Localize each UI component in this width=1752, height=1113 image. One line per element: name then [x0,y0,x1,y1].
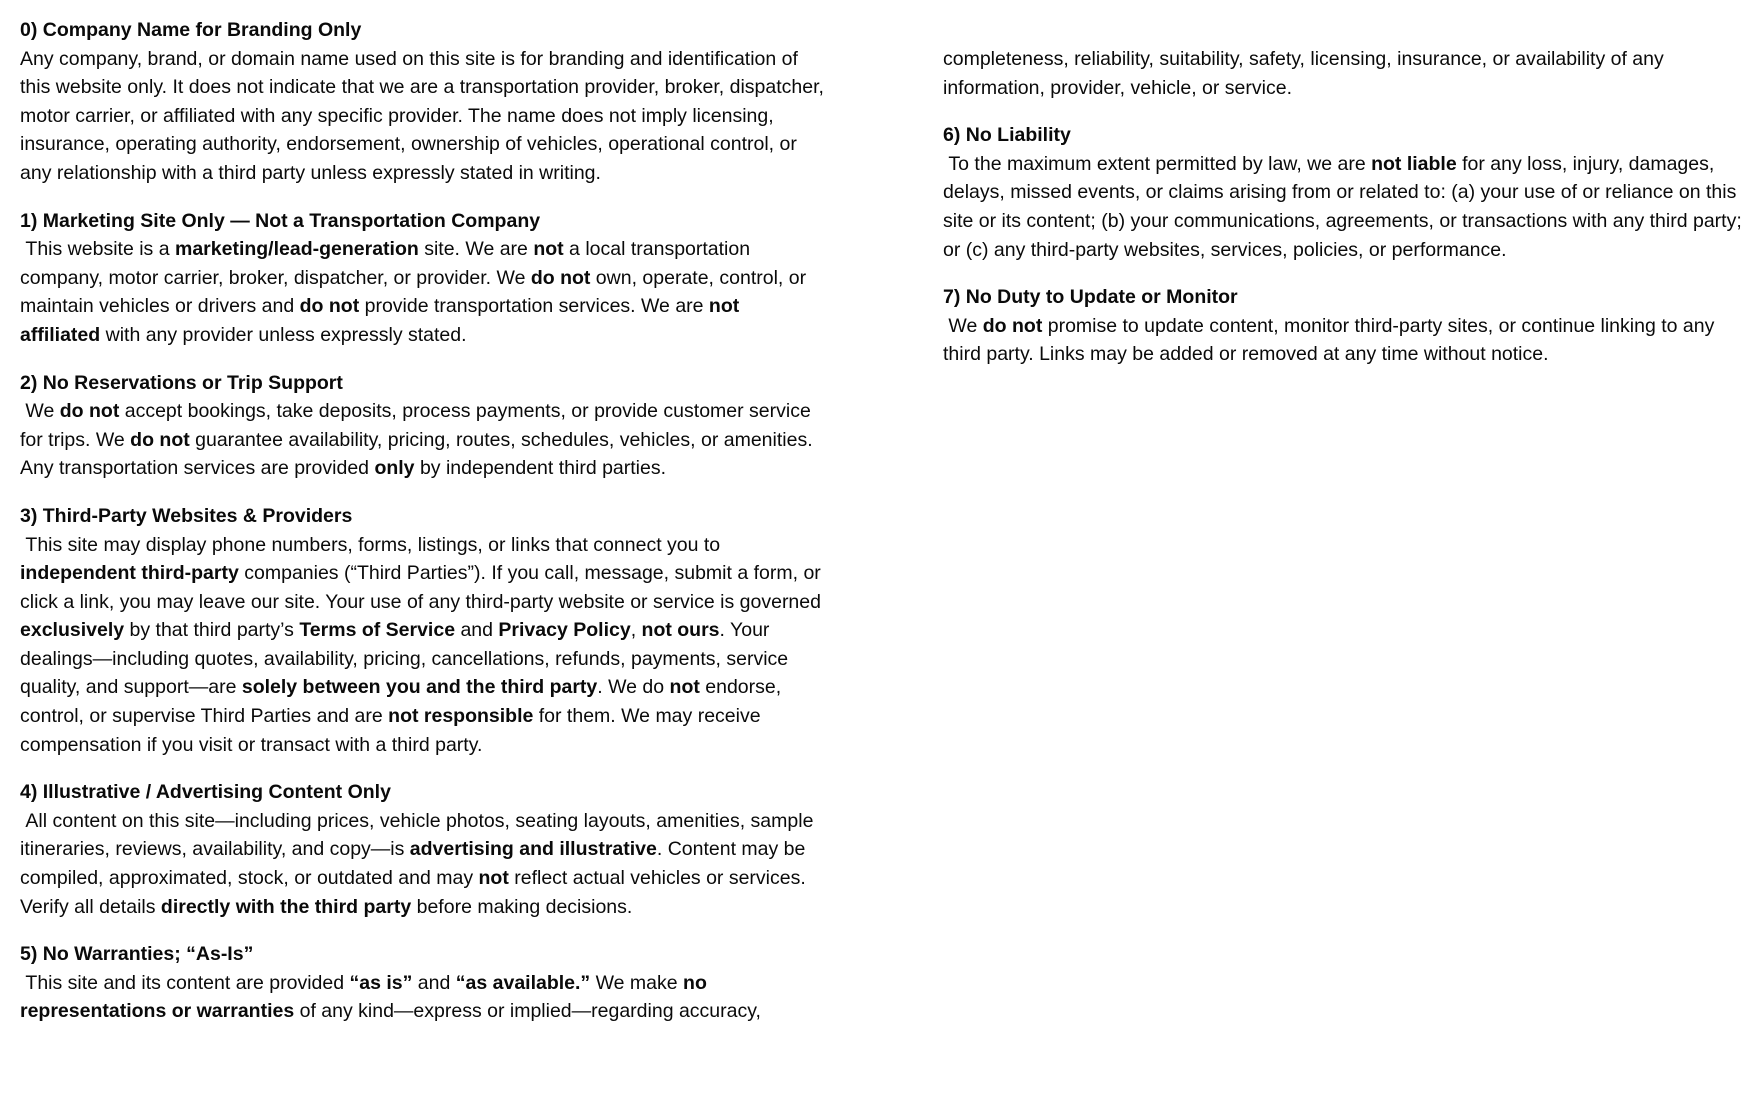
text-run: endorse, control, or supervise Third Parties and are [20,676,787,728]
bold-text-run: not affiliated [20,295,745,346]
bold-text-run: “as available.” [455,971,591,994]
bold-text-run: advertising and illustrative [409,838,657,861]
text-run: before making decisions. [411,895,633,918]
section-body-paragraph [943,150,1747,264]
bold-text-run: do not [982,314,1043,337]
text-run: promise to update content, monitor third-party sites, or continue linking to any third party. Links may be added or removed at any time without notice. [943,314,1720,366]
bold-text-run: not [478,867,509,890]
text-run: own, operate, control, or maintain vehicles or drivers and [20,266,812,318]
section-body-paragraph [20,235,824,349]
section-body-paragraph [20,531,827,760]
section-body-paragraph [943,312,1747,369]
text-run: We [943,314,983,337]
disclaimer-section [943,121,1747,264]
disclaimer-section [943,45,1747,102]
text-run: We make [590,971,684,994]
section-heading: 5) No Warranties; “As-Is” [20,943,254,966]
text-run: This website is a [20,238,175,261]
bold-text-run: do not [59,400,120,423]
section-heading: 1) Marketing Site Only — Not a Transportation Company [20,209,541,232]
text-run: with any provider unless expressly stated. [100,323,467,346]
text-run: and [455,619,499,642]
text-run: This site and its content are provided [20,971,350,994]
bold-text-run: exclusively [20,619,125,642]
bold-text-run: solely between you and the third party [241,676,598,699]
bold-text-run: not ours [641,619,720,642]
bold-text-run: Terms of Service [299,619,456,642]
bold-text-run: “as is” [349,971,413,994]
section-heading: 4) Illustrative / Advertising Content Only [20,781,391,804]
disclaimer-section [20,369,824,483]
text-run: accept bookings, take deposits, process payments, or provide customer service for trips. We [20,400,817,451]
bold-text-run: do not [530,266,591,289]
text-run: site. We are [418,238,534,261]
bold-text-run: not liable [1371,152,1457,175]
text-run: companies (“Third Parties”). If you call, message, submit a form, or click a link, you may leave our site. Your use of any third-party website or service is governed [20,562,827,613]
text-run: . Your dealings—including quotes, availability, pricing, cancellations, refunds, payments, service quality, and support—are [20,619,794,699]
disclaimer-section [20,778,824,921]
section-body-paragraph [20,969,824,1026]
bold-text-run: not responsible [388,705,534,728]
text-run: completeness, reliability, suitability, safety, licensing, insurance, or availability of any information, provider, vehicle, or service. [943,48,1670,99]
text-run: and [412,971,456,994]
bold-text-run: marketing/lead-generation [174,238,419,261]
text-run: by that third party’s [124,619,300,642]
bold-text-run: not [669,676,700,699]
text-run: of any kind—express or implied—regarding accuracy, [294,1000,761,1023]
disclaimer-section [20,16,830,188]
section-body-paragraph [20,45,830,188]
bold-text-run: only [374,457,415,480]
section-heading: 7) No Duty to Update or Monitor [943,286,1238,309]
text-run: This site may display phone numbers, forms, listings, or links that connect you to [20,533,726,556]
right-text-column [943,16,1747,1113]
section-heading: 2) No Reservations or Trip Support [20,371,343,394]
bold-text-run: do not [299,295,360,318]
text-run: guarantee availability, pricing, routes, schedules, vehicles, or amenities. Any transportation services are provided [20,428,817,480]
text-run: for any loss, injury, damages, delays, missed events, or claims arising from or related to: (a) your use of or reliance on this site or its content; (b) your communications, agreements, or transactions with any third party; or (c) any third-party websites, services, policies, or performance. [943,152,1748,261]
disclaimer-section [20,502,827,759]
text-run: . Content may be compiled, approximated, stock, or outdated and may [20,838,811,890]
text-run: . We do [597,676,670,699]
bold-text-run: Privacy Policy [498,619,631,642]
text-run: Any company, brand, or domain name used on this site is for branding and identification of this website only. It does not indicate that we are a transportation provider, broker, dispatcher, motor carrier, or affiliated with any specific provider. The name does not imply licensing, insurance, operating authority, endorsement, ownership of vehicles, operational control, or any relationship with a third party unless expressly stated in writing. [20,47,830,184]
disclaimer-section [943,283,1747,369]
section-heading: 6) No Liability [943,124,1071,147]
section-heading: 0) Company Name for Branding Only [20,19,362,41]
bold-text-run: independent third-party [20,562,239,585]
section-heading: 3) Third-Party Websites & Providers [20,504,353,527]
bold-text-run: do not [130,428,190,451]
left-text-column [20,16,830,1113]
text-run: by independent third parties. [414,457,667,480]
bold-text-run: not [533,238,564,261]
disclaimer-section [20,207,824,350]
continued-paragraph [943,45,1747,102]
text-run: for them. We may receive compensation if you visit or transact with a third party. [20,705,766,756]
disclaimer-section [20,940,824,1026]
text-run: a local transportation company, motor carrier, broker, dispatcher, or provider. We [20,238,756,289]
text-run: provide transportation services. We are [359,295,709,318]
section-body-paragraph [20,807,824,921]
text-run: reflect actual vehicles or services. Verify all details [20,867,812,918]
text-run: , [630,619,642,642]
section-body-paragraph [20,397,824,483]
text-run: To the maximum extent permitted by law, we are [943,152,1372,175]
text-run: We [20,400,60,423]
bold-text-run: directly with the third party [160,895,412,918]
bold-text-run: no representations or warranties [20,971,713,1023]
text-run: All content on this site—including prices, vehicle photos, seating layouts, amenities, sample itineraries, reviews, availability, and copy—is [20,809,819,861]
